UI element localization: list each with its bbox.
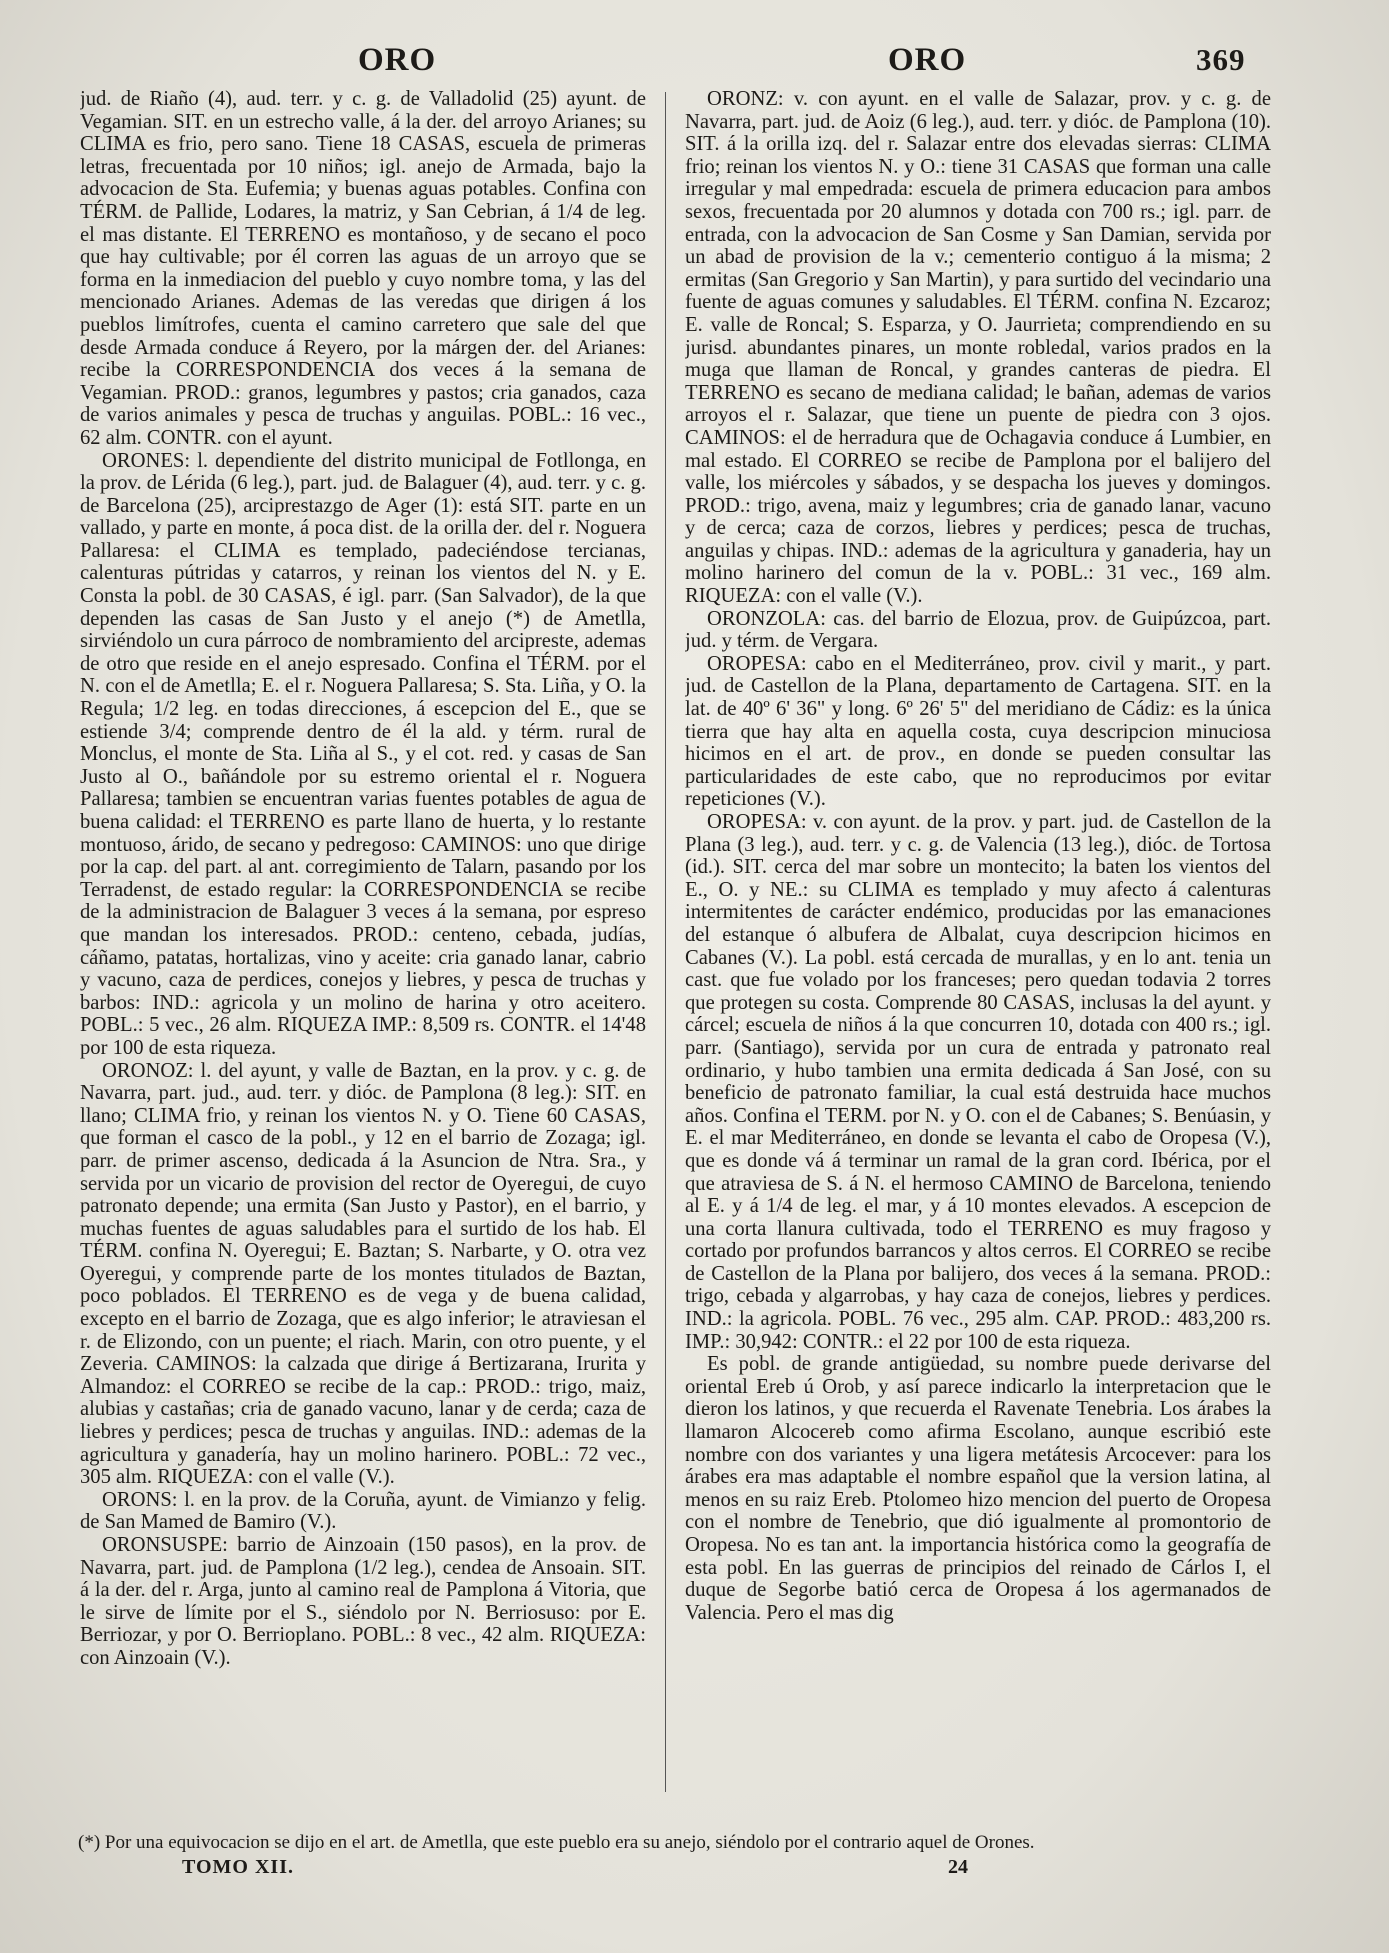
entry-oronz: ORONZ: v. con ayunt. en el valle de Salazar, prov. y c. g. de Navarra, part. jud. de Aoiz (6 leg.), aud. terr. y dióc. de Pamplona (10). SIT. á la orilla izq. del r. Salazar entre dos elevadas sierras: CLIMA frio; reinan los vientos N. y O.: tiene 31 CASAS que forman una calle irregular y mal empedrada: escuela de primera educacion para ambos sexos, frecuentada por 20 alumnos y dotada con 700 rs.; igl. parr. de entrada, con la advocacion de San Cosme y San Damian, servida por un abad de provision de la v.; cementerio contiguo á la misma; 2 ermitas (San Gregorio y San Martin), y para surtido del vecindario una fuente de aguas comunes y saludables. El TÉRM. confina N. Ezcaroz; E. valle de Roncal; S. Esparza, y O. Jaurrieta; comprendiendo en su jurisd. abundantes pinares, un monte robledal, varios prados en la muga que llaman de Roncal, y grandes canteras de piedra. El TERRENO es secano de mediana calidad; le bañan, ademas de varios arroyos el r. Salazar, que tiene un puente de piedra con 3 ojos. CAMINOS: el de herradura que de Ochagavia conduce á Lumbier, en mal estado. El CORREO se recibe de Pamplona por el balijero del valle, los miércoles y sábados, y se despacha los jueves y domingos. PROD.: trigo, avena, maiz y legumbres; cria de ganado lanar, vacuno y de cerca; caza de corzos, liebres y perdices; pesca de truchas, anguilas y chipas. IND.: ademas de la agricultura y ganaderia, hay un molino harinero del comun de la v. POBL.: 31 vec., 169 alm. RIQUEZA: con el valle (V.). xyxy=(685,88,1271,608)
running-head-left: ORO xyxy=(358,42,437,78)
right-column xyxy=(685,88,1271,1808)
left-column xyxy=(80,88,646,1808)
entry-oronzola: ORONZOLA: cas. del barrio de Elozua, prov. de Guipúzcoa, part. jud. y térm. de Vergara. xyxy=(685,607,1271,653)
page-number: 369 xyxy=(1196,42,1246,77)
entry-orones: ORONES: l. dependiente del distrito municipal de Fotllonga, en la prov. de Lérida (6 leg.), part. jud. de Balaguer (4), aud. terr. y c. g. de Barcelona (25), arciprestazgo de Ager (1): está SIT. parte en un vallado, y parte en monte, á poca dist. de la orilla der. del r. Noguera Pallaresa: el CLIMA es templado, padeciéndose tercianas, calenturas pútridas y catarros, y reinan los vientos del N. y E. Consta la pobl. de 30 CASAS, é igl. parr. (San Salvador), de la que dependen las casas de San Justo y el anejo (*) de Ametlla, sirviéndolo un cura párroco de nombramiento del arcipreste, ademas de otro que reside en el anejo espresado. Confina el TÉRM. por el N. con el de Ametlla; E. el r. Noguera Pallaresa; S. Sta. Liña, y O. la Regula; 1/2 leg. en todas direcciones, á escepcion del E., que se estiende 3/4; comprende dentro de él la ald. y térm. rural de Monclus, el monte de Sta. Liña al S., y el cot. red. y casas de San Justo al O., bañándole por su estremo oriental el r. Noguera Pallaresa; tambien se encuentran varias fuentes potables de agua de buena calidad: el TERRENO es parte llano de huerta, y lo restante montuoso, árido, de secano y pedregoso: CAMINOS: uno que dirige por la cap. del part. al ant. corregimiento de Talarn, pasando por los Terradenst, de estado regular: la CORRESPONDENCIA se recibe de la administracion de Balaguer 3 veces á la semana, por espreso que mandan los interesados. PROD.: centeno, cebada, judías, cáñamo, patatas, hortalizas, vino y aceite: cria ganado lanar, cabrio y vacuno, caza de perdices, conejos y liebres, y pesca de truchas y barbos: IND.: agricola y un molino de harina y otro aceitero. POBL.: 5 vec., 26 alm. RIQUEZA IMP.: 8,509 rs. CONTR. el 14'48 por 100 de esta riqueza. xyxy=(80,449,646,1059)
entry-oronoz: ORONOZ: l. del ayunt, y valle de Baztan, en la prov. y c. g. de Navarra, part. jud., aud. terr. y dióc. de Pamplona (8 leg.): SIT. en llano; CLIMA frio, y reinan los vientos N. y O. Tiene 60 CASAS, que forman el casco de la pobl., y 12 en el barrio de Zozaga; igl. parr. de primer ascenso, dedicada á la Asuncion de Ntra. Sra., y servida por un vicario de provision del rector de Oyeregui, de cuyo patronato depende; una ermita (San Justo y Pastor), en el barrio, y muchas fuentes de aguas saludables para el surtido de los hab. El TÉRM. confina N. Oyeregui; E. Baztan; S. Narbarte, y O. otra vez Oyeregui, y comprende parte de los montes titulados de Baztan, poco poblados. El TERRENO es de vega y de buena calidad, excepto en el barrio de Zozaga, que es algo inferior; le atraviesan el r. de Elizondo, con un puente; el riach. Marin, con otro puente, y el Zeveria. CAMINOS: la calzada que dirige á Bertizarana, Irurita y Almandoz: el CORREO se recibe de la cap.: PROD.: trigo, maiz, alubias y castañas; cria de ganado vacuno, lanar y de cerda; caza de liebres y perdices; pesca de truchas y anguilas. IND.: ademas de la agricultura y ganadería, hay un molino harinero. POBL.: 72 vec., 305 alm. RIQUEZA: con el valle (V.). xyxy=(80,1059,646,1489)
running-head-center: ORO xyxy=(888,42,967,78)
footnote: (*) Por una equivocacion se dijo en el art. de Ametlla, que este pueblo era su anejo, siéndolo por el contrario aquel de Orones. xyxy=(78,1832,1035,1853)
printer-signature: 24 xyxy=(948,1856,968,1878)
entry-orons: ORONS: l. en la prov. de la Coruña, ayunt. de Vimianzo y felig. de San Mamed de Bamiro (V.). xyxy=(80,1488,646,1534)
entry-oropesa-villa: OROPESA: v. con ayunt. de la prov. y part. jud. de Castellon de la Plana (3 leg.), aud. terr. y c. g. de Valencia (13 leg.), dióc. de Tortosa (id.). SIT. cerca del mar sobre un montecito; la baten los vientos del E., O. y NE.: su CLIMA es templado y muy afecto á calenturas intermitentes de carácter endémico, producidas por las emanaciones del estanque ó albufera de Albalat, cuya descripcion hicimos en Cabanes (V.). La pobl. está cercada de murallas, y en lo ant. tenia un cast. que fue volado por los franceses; pero quedan todavia 2 torres que protegen su costa. Comprende 80 CASAS, inclusas la del ayunt. y cárcel; escuela de niños á la que concurren 10, dotada con 400 rs.; igl. parr. (Santiago), servida por un cura de entrada y patronato real ordinario, y hubo tambien una ermita dedicada á San José, con su beneficio de patronato familiar, la cual está destruida hace muchos años. Confina el TERM. por N. y O. con el de Cabanes; S. Benúasin, y E. el mar Mediterráneo, en donde se levanta el cabo de Oropesa (V.), que es donde vá á terminar un ramal de la gran cord. Ibérica, por el que atraviesa de S. á N. el hermoso CAMINO de Barcelona, teniendo al E. y á 1/4 de leg. el mar, y á 10 montes elevados. A escepcion de una corta llanura cultivada, todo el TERRENO es muy fragoso y cortado por profundos barrancos y altos cerros. El CORREO se recibe de Castellon de la Plana por balijero, dos veces á la semana. PROD.: trigo, cebada y algarrobas, y hay caza de conejos, liebres y perdices. IND.: la agricola. POBL. 76 vec., 295 alm. CAP. PROD.: 483,200 rs. IMP.: 30,942: CONTR.: el 22 por 100 de esta riqueza. xyxy=(685,811,1271,1353)
entry-oropesa-history: Es pobl. de grande antigüedad, su nombre puede derivarse del oriental Ereb ú Orob, y así parece indicarlo la interpretacion que le dieron los latinos, y que recuerda el Ravenate Tenebria. Los árabes la llamaron Alcocereb como afirma Escolano, aunque escribió este nombre con dos variantes y una ligera metátesis Arcocever: para los árabes era mas adaptable el nombre español que la version latina, al menos en su raiz Ereb. Ptolomeo hizo mencion del puerto de Oropesa con el nombre de Tenebrio, que dió igualmente al promontorio de Oropesa. No es tan ant. la importancia histórica como la geografía de esta pobl. En las guerras de principios del reinado de Cárlos I, el duque de Segorbe batió cerca de Oropesa á los agermanados de Valencia. Pero el mas dig xyxy=(685,1353,1271,1624)
column-divider xyxy=(665,92,666,1792)
entry-oro-continuation: jud. de Riaño (4), aud. terr. y c. g. de Valladolid (25) ayunt. de Vegamian. SIT. en un estrecho valle, á la der. del arroyo Arianes; su CLIMA es frio, pero sano. Tiene 18 CASAS, escuela de primeras letras, frecuentada por 10 niños; igl. anejo de Armada, bajo la advocacion de Sta. Eufemia; y buenas aguas potables. Confina con TÉRM. de Pallide, Lodares, la matriz, y San Cebrian, á 1/4 de leg. el mas distante. El TERRENO es montañoso, y de secano el poco que hay cultivable; por él corren las aguas de un arroyo que se forma en la inmediacion del pueblo y cuyo nombre toma, y las del mencionado Arianes. Ademas de las veredas que dirigen á los pueblos limítrofes, cuenta el camino carretero que sale del que desde Armada conduce á Reyero, por la márgen der. del Arianes: recibe la CORRESPONDENCIA dos veces á la semana de Vegamian. PROD.: granos, legumbres y pastos; cria ganados, caza de varios animales y pesca de truchas y anguilas. POBL.: 16 vec., 62 alm. CONTR. con el ayunt. xyxy=(80,88,646,449)
entry-oropesa-cabo: OROPESA: cabo en el Mediterráneo, prov. civil y marit., y part. jud. de Castellon de la Plana, departamento de Cartagena. SIT. en la lat. de 40º 6' 36" y long. 6º 26' 5" del meridiano de Cádiz: es la única tierra que hay alta en aquella costa, cuya descripcion minuciosa hicimos en el art. de prov., en donde se pueden consultar las particularidades de este cabo, que no reproducimos por evitar repeticiones (V.). xyxy=(685,652,1271,811)
volume-label: TOMO XII. xyxy=(182,1856,294,1878)
entry-oronsuspe: ORONSUSPE: barrio de Ainzoain (150 pasos), en la prov. de Navarra, part. jud. de Pamplona (1/2 leg.), cendea de Ansoain. SIT. á la der. del r. Arga, junto al camino real de Pamplona á Vitoria, que le sirve de límite por el S., siéndolo por N. Berriosuso: por E. Berriozar, y por O. Berrioplano. POBL.: 8 vec., 42 alm. RIQUEZA: con Ainzoain (V.). xyxy=(80,1534,646,1669)
